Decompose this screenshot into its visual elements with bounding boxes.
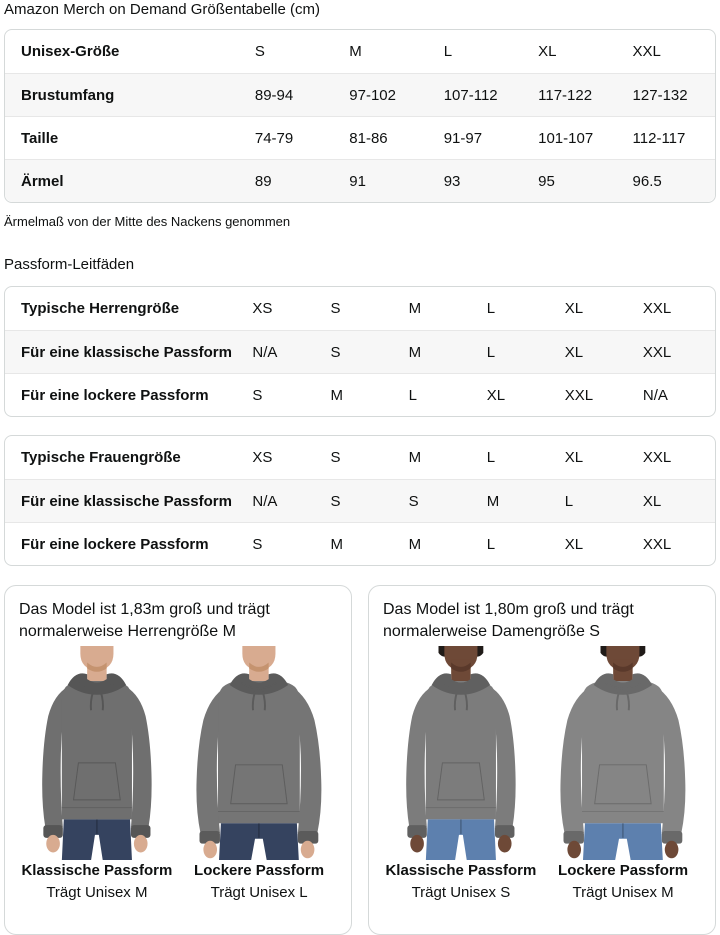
fit-caption: Klassische Passform	[21, 862, 173, 880]
cell-value: L	[486, 449, 496, 466]
cell-value: 117-122	[526, 73, 620, 116]
cell-value: N/A	[246, 330, 324, 373]
cell-value: XXL	[637, 330, 715, 373]
model-cards	[4, 585, 716, 935]
size-caption: Trägt Unisex L	[210, 884, 308, 902]
fit-caption: Klassische Passform	[385, 862, 537, 880]
cell-value: S	[246, 522, 324, 565]
cell-value: XXL	[559, 373, 637, 416]
col-header: L	[443, 43, 453, 60]
cell-value: 101-107	[526, 116, 620, 159]
cell-value: L	[481, 522, 559, 565]
cell-value: XL	[559, 330, 637, 373]
page-title: Amazon Merch on Demand Größentabelle (cm)	[4, 1, 320, 18]
cell-value: S	[403, 479, 481, 522]
cell-value: 89-94	[243, 73, 337, 116]
figure-loose-fit	[181, 646, 337, 903]
cell-value: S	[325, 479, 403, 522]
cell-value: XXL	[642, 449, 672, 466]
size-caption: Trägt Unisex M	[46, 884, 148, 902]
size-caption: Trägt Unisex S	[411, 884, 511, 902]
cell-value: XXL	[637, 522, 715, 565]
cell-value: L	[559, 479, 637, 522]
cell-value: M	[325, 373, 403, 416]
model-description: Das Model ist 1,80m groß und trägt normalerweise Damengröße S	[383, 601, 634, 640]
fit-caption: Lockere Passform	[194, 862, 325, 880]
cell-value: L	[486, 300, 496, 317]
table-row	[5, 73, 715, 116]
figure-classic-fit	[19, 646, 175, 903]
size-caption: Trägt Unisex M	[572, 884, 674, 902]
table-row	[5, 522, 715, 565]
table-row	[5, 330, 715, 373]
cell-value: 112-117	[621, 116, 715, 159]
mens-model-card	[4, 585, 352, 935]
figures-row	[19, 646, 337, 903]
cell-value: XS	[252, 449, 273, 466]
row-label: Unisex-Größe	[21, 43, 120, 60]
row-label: Für eine lockere Passform	[5, 522, 246, 565]
cell-value: XL	[637, 479, 715, 522]
table-row	[5, 373, 715, 416]
figure-loose-fit	[545, 646, 701, 903]
cell-value: 89	[243, 159, 337, 202]
cell-value: 74-79	[243, 116, 337, 159]
sleeve-footnote: Ärmelmaß von der Mitte des Nackens genommen	[4, 214, 291, 229]
row-label: Für eine klassische Passform	[5, 330, 246, 373]
womens-classic-hoodie-photo	[383, 646, 539, 860]
col-header: XXL	[632, 43, 661, 60]
cell-value: L	[481, 330, 559, 373]
mens-fit-table	[4, 286, 716, 417]
cell-value: XL	[481, 373, 559, 416]
model-description: Das Model ist 1,83m groß und trägt normalerweise Herrengröße M	[19, 601, 270, 640]
cell-value: N/A	[246, 479, 324, 522]
row-label: Brustumfang	[5, 73, 243, 116]
cell-value: M	[408, 300, 422, 317]
row-label: Taille	[5, 116, 243, 159]
fit-caption: Lockere Passform	[558, 862, 689, 880]
table-row	[5, 287, 715, 330]
cell-value: 81-86	[337, 116, 431, 159]
row-label: Für eine lockere Passform	[5, 373, 246, 416]
unisex-size-table	[4, 29, 716, 203]
mens-loose-hoodie-photo	[181, 646, 337, 860]
cell-value: S	[330, 449, 341, 466]
cell-value: XL	[559, 522, 637, 565]
womens-loose-hoodie-photo	[545, 646, 701, 860]
cell-value: 91	[337, 159, 431, 202]
cell-value: XL	[564, 300, 584, 317]
cell-value: L	[403, 373, 481, 416]
row-label: Typische Herrengröße	[21, 300, 180, 317]
table-row	[5, 159, 715, 202]
cell-value: M	[403, 522, 481, 565]
col-header: XL	[538, 43, 557, 60]
table-row	[5, 436, 715, 479]
womens-fit-table	[4, 435, 716, 566]
table-row	[5, 30, 715, 73]
cell-value: 107-112	[432, 73, 526, 116]
womens-model-card	[368, 585, 716, 935]
table-row	[5, 479, 715, 522]
cell-value: S	[325, 330, 403, 373]
row-label: Typische Frauengröße	[21, 449, 181, 466]
cell-value: M	[403, 330, 481, 373]
figure-classic-fit	[383, 646, 539, 903]
cell-value: 93	[432, 159, 526, 202]
cell-value: 96.5	[621, 159, 715, 202]
fit-guides-title: Passform-Leitfäden	[4, 256, 135, 273]
cell-value: XXL	[642, 300, 672, 317]
cell-value: 127-132	[621, 73, 715, 116]
mens-classic-hoodie-photo	[19, 646, 175, 860]
cell-value: 97-102	[337, 73, 431, 116]
cell-value: XS	[252, 300, 273, 317]
cell-value: XL	[564, 449, 584, 466]
col-header: M	[349, 43, 362, 60]
row-label: Ärmel	[5, 159, 243, 202]
cell-value: S	[330, 300, 341, 317]
cell-value: M	[408, 449, 422, 466]
cell-value: N/A	[637, 373, 715, 416]
table-row	[5, 116, 715, 159]
figures-row	[383, 646, 701, 903]
cell-value: M	[481, 479, 559, 522]
cell-value: 95	[526, 159, 620, 202]
cell-value: S	[246, 373, 324, 416]
col-header: S	[254, 43, 265, 60]
row-label: Für eine klassische Passform	[5, 479, 246, 522]
cell-value: M	[325, 522, 403, 565]
cell-value: 91-97	[432, 116, 526, 159]
